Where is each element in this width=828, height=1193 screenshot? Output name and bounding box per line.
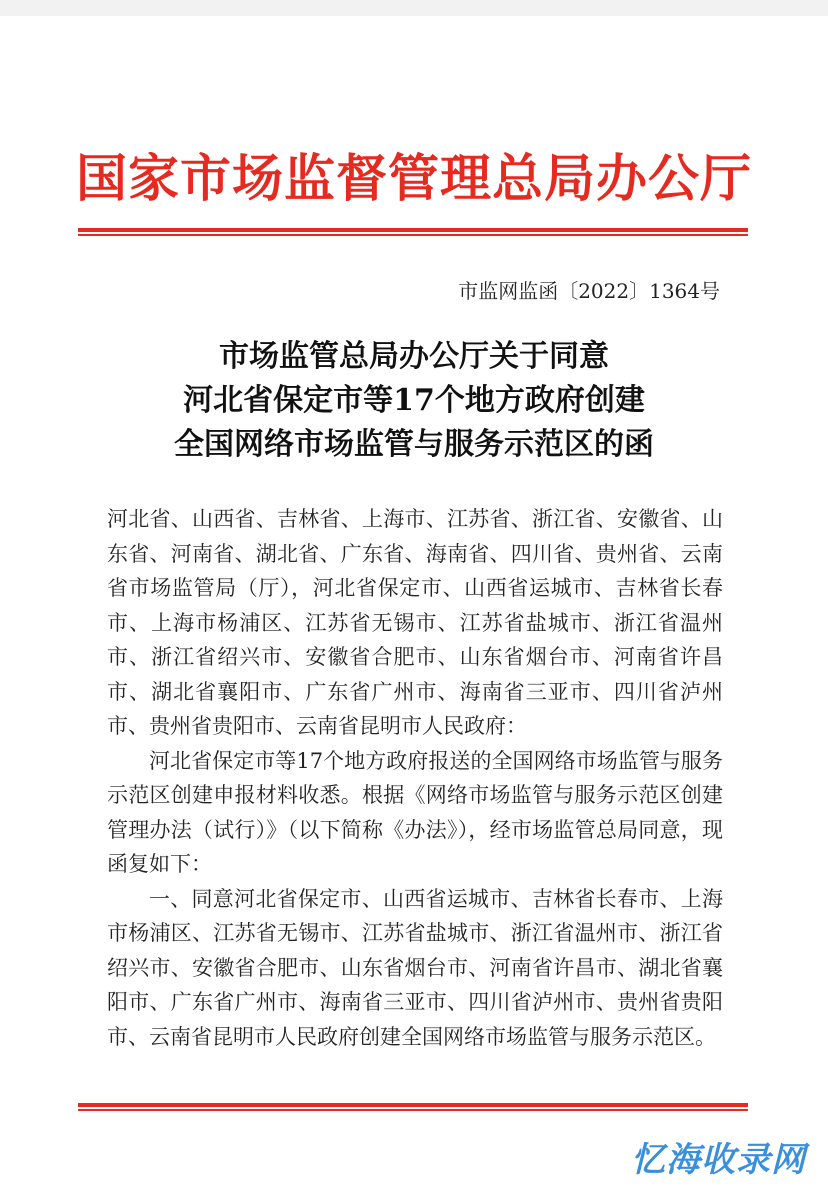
watermark-logo: 忆海收录网 — [631, 1140, 806, 1180]
addressees: 河北省、山西省、吉林省、上海市、江苏省、浙江省、安徽省、山东省、河南省、湖北省、广东省、海南省、四川省、贵州省、云南省市场监管局（厅），河北省保定市、山西省运城市、吉林省长春市、上海市杨浦区、江苏省无锡市、江苏省盐城市、浙江省温州市、浙江省绍兴市、安徽省合肥市、山东省烟台市、河南省许昌市、湖北省襄阳市、广东省广州市、海南省三亚市、四川省泸州市、贵州省贵阳市、云南省昆明市人民政府： — [107, 507, 723, 738]
paragraph-2: 一、同意河北省保定市、山西省运城市、吉林省长春市、上海市杨浦区、江苏省无锡市、江苏省盐城市、浙江省温州市、浙江省绍兴市、安徽省合肥市、山东省烟台市、河南省许昌市、湖北省襄阳市、广东省广州市、海南省三亚市、四川省泸州市、贵州省贵阳市、云南省昆明市人民政府创建全国网络市场监管与服务示范区。 — [107, 886, 723, 1049]
header-divider-thin — [78, 234, 748, 236]
title-line-3: 全国网络市场监管与服务示范区的函 — [174, 427, 654, 462]
header-divider-thick — [78, 228, 748, 232]
paragraph-1: 河北省保定市等17个地方政府报送的全国网络市场监管与服务示范区创建申报材料收悉。根据《网络市场监管与服务示范区创建管理办法（试行）》（以下简称《办法》），经市场监管总局同意，现函复如下： — [107, 748, 723, 876]
title-line-1: 市场监管总局办公厅关于同意 — [219, 339, 609, 374]
document-number: 市监网监函〔2022〕1364号 — [458, 279, 720, 303]
issuing-org-header: 国家市场监督管理总局办公厅 — [75, 150, 752, 209]
title-line-2: 河北省保定市等17个地方政府创建 — [183, 383, 645, 418]
footer-divider-thin — [78, 1109, 748, 1111]
document-title — [0, 335, 828, 467]
footer-divider-thick — [78, 1103, 748, 1107]
document-body — [107, 502, 723, 1054]
